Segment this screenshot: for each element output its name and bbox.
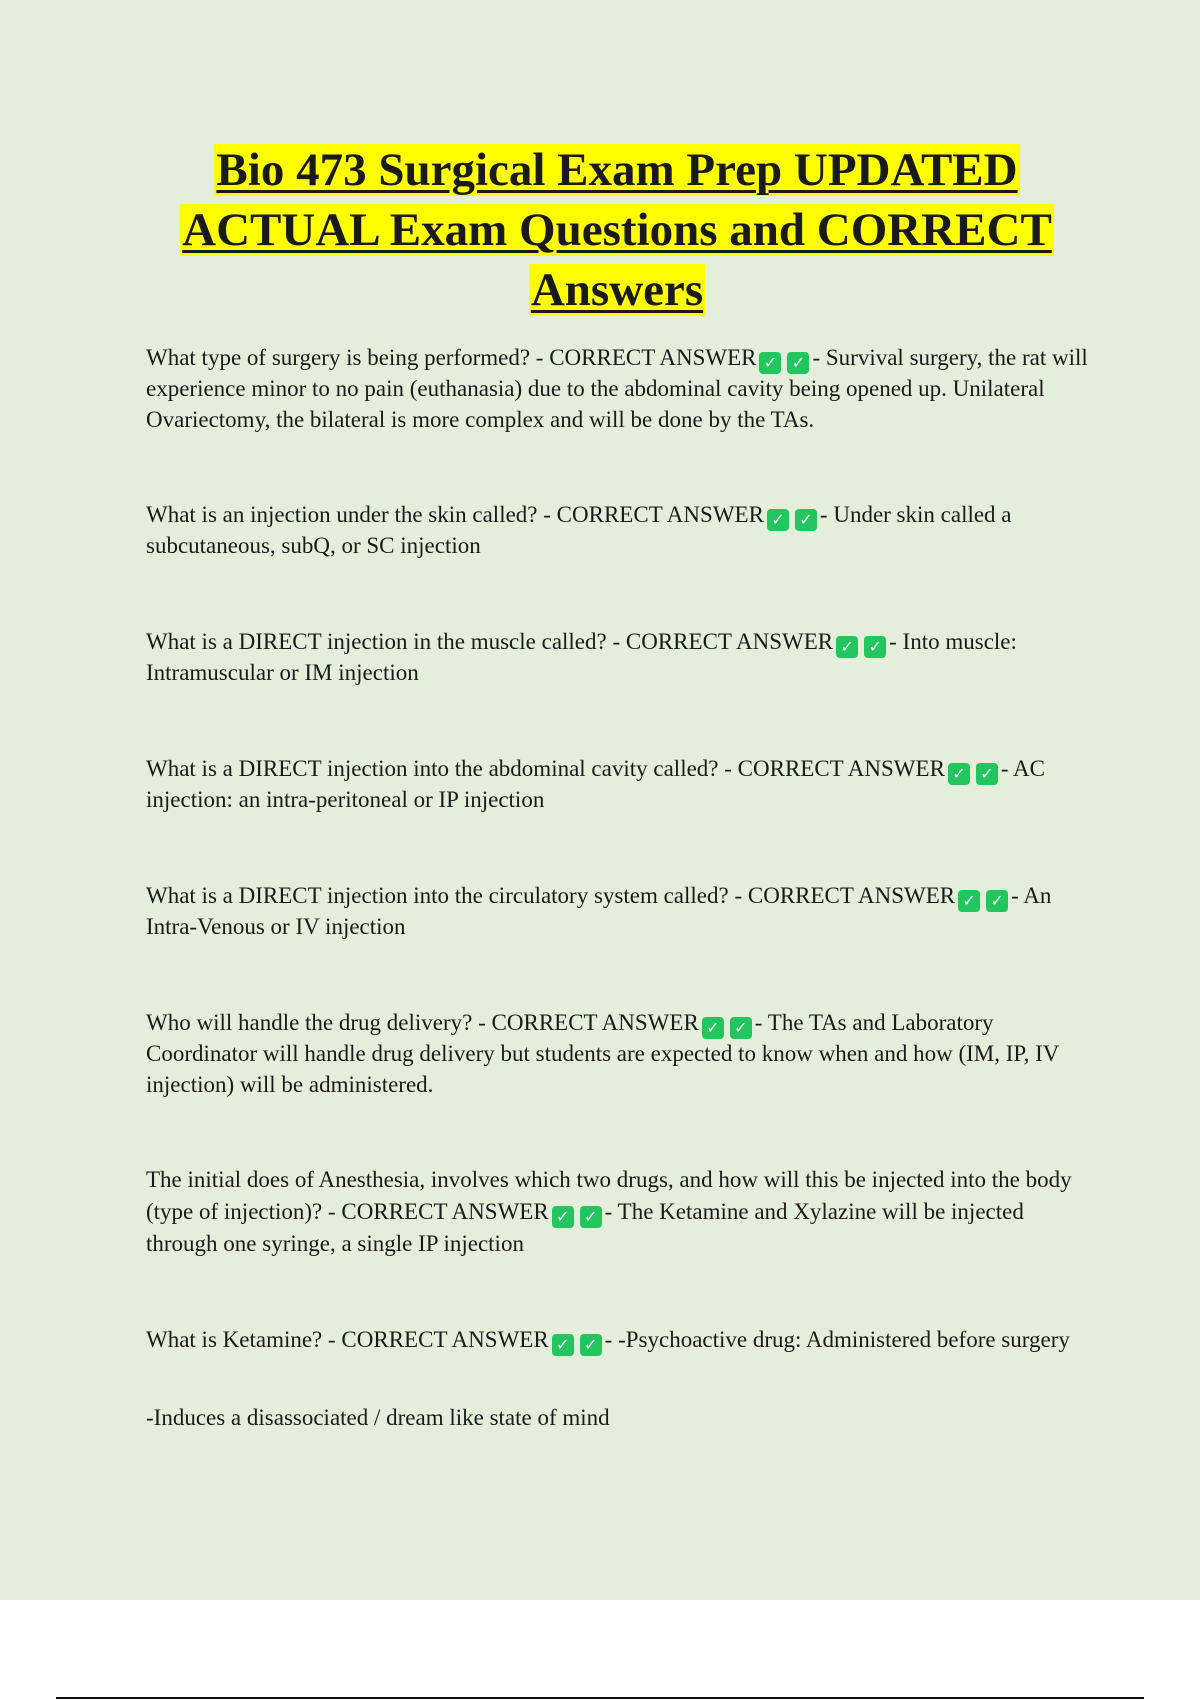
answer-marker: CORRECT ANSWER <box>341 1199 549 1224</box>
qa-item <box>146 1325 1088 1356</box>
answer-text: - The TAs and Laboratory Coordinator will handle drug delivery but students are expected to know when and how (IM, IP, IV injection) will be administered. <box>146 1010 1059 1097</box>
question-text: What is a DIRECT injection in the muscle called? - <box>146 629 626 654</box>
qa-item <box>146 1164 1088 1260</box>
answer-marker: CORRECT ANSWER <box>341 1327 549 1352</box>
question-text: What is an injection under the skin called? - <box>146 502 557 527</box>
answer-marker: CORRECT ANSWER <box>747 883 956 908</box>
question-text: What type of surgery is being performed? - <box>146 345 550 370</box>
check-icon: ✓ <box>759 352 781 374</box>
qa-item <box>146 1008 1088 1100</box>
answer-marker: CORRECT ANSWER <box>491 1010 699 1035</box>
footer-divider <box>56 1697 1144 1699</box>
title-line-3: Answers <box>530 264 704 316</box>
question-text: What is Ketamine? - <box>146 1327 342 1352</box>
title-line-2: ACTUAL Exam Questions and CORRECT <box>182 204 1052 256</box>
question-text: What is a DIRECT injection into the abdominal cavity called? - <box>146 756 738 781</box>
check-icon: ✓ <box>552 1334 574 1356</box>
check-icon: ✓ <box>730 1017 752 1039</box>
qa-item <box>146 881 1088 943</box>
check-icon: ✓ <box>958 890 980 912</box>
check-icon: ✓ <box>767 509 789 531</box>
document-title <box>120 140 1114 320</box>
qa-item <box>146 500 1088 562</box>
answer-text: - Into muscle: Intramuscular or IM injection <box>146 629 1017 685</box>
check-icon: ✓ <box>787 352 809 374</box>
qa-item <box>146 627 1088 689</box>
answer-text: - The Ketamine and Xylazine will be injected through one syringe, a single IP injection <box>146 1199 1024 1256</box>
qa-item <box>146 343 1088 435</box>
question-text: The initial does of Anesthesia, involves which two drugs, and how will this be injected into the body (type of injection)? - <box>146 1167 1072 1224</box>
answer-text: - AC injection: an intra-peritoneal or IP injection <box>146 756 1045 812</box>
check-icon: ✓ <box>836 636 858 658</box>
check-icon: ✓ <box>864 636 886 658</box>
check-icon: ✓ <box>702 1017 724 1039</box>
title-line-1: Bio 473 Surgical Exam Prep UPDATED <box>216 144 1018 196</box>
question-text: What is a DIRECT injection into the circulatory system called? - <box>146 883 748 908</box>
answer-marker: CORRECT ANSWER <box>737 756 945 781</box>
check-icon: ✓ <box>580 1206 602 1228</box>
answer-marker: CORRECT ANSWER <box>549 345 757 370</box>
answer-text: - -Psychoactive drug: Administered before surgery <box>604 1327 1070 1352</box>
answer-marker: CORRECT ANSWER <box>556 502 764 527</box>
answer-marker: CORRECT ANSWER <box>625 629 834 654</box>
answer-text: - Survival surgery, the rat will experience minor to no pain (euthanasia) due to the abdominal cavity being opened up. Unilateral Ovariectomy, the bilateral is more complex and will be done by the TAs. <box>146 345 1088 432</box>
check-icon: ✓ <box>948 763 970 785</box>
check-icon: ✓ <box>552 1206 574 1228</box>
answer-text: - An Intra-Venous or IV injection <box>146 883 1052 939</box>
check-icon: ✓ <box>986 890 1008 912</box>
check-icon: ✓ <box>976 763 998 785</box>
answer-continuation: -Induces a disassociated / dream like state of mind <box>146 1405 610 1430</box>
check-icon: ✓ <box>580 1334 602 1356</box>
check-icon: ✓ <box>795 509 817 531</box>
question-text: Who will handle the drug delivery? - <box>146 1010 492 1035</box>
qa-item <box>146 754 1088 816</box>
answer-text: - Under skin called a subcutaneous, subQ, or SC injection <box>146 502 1012 558</box>
